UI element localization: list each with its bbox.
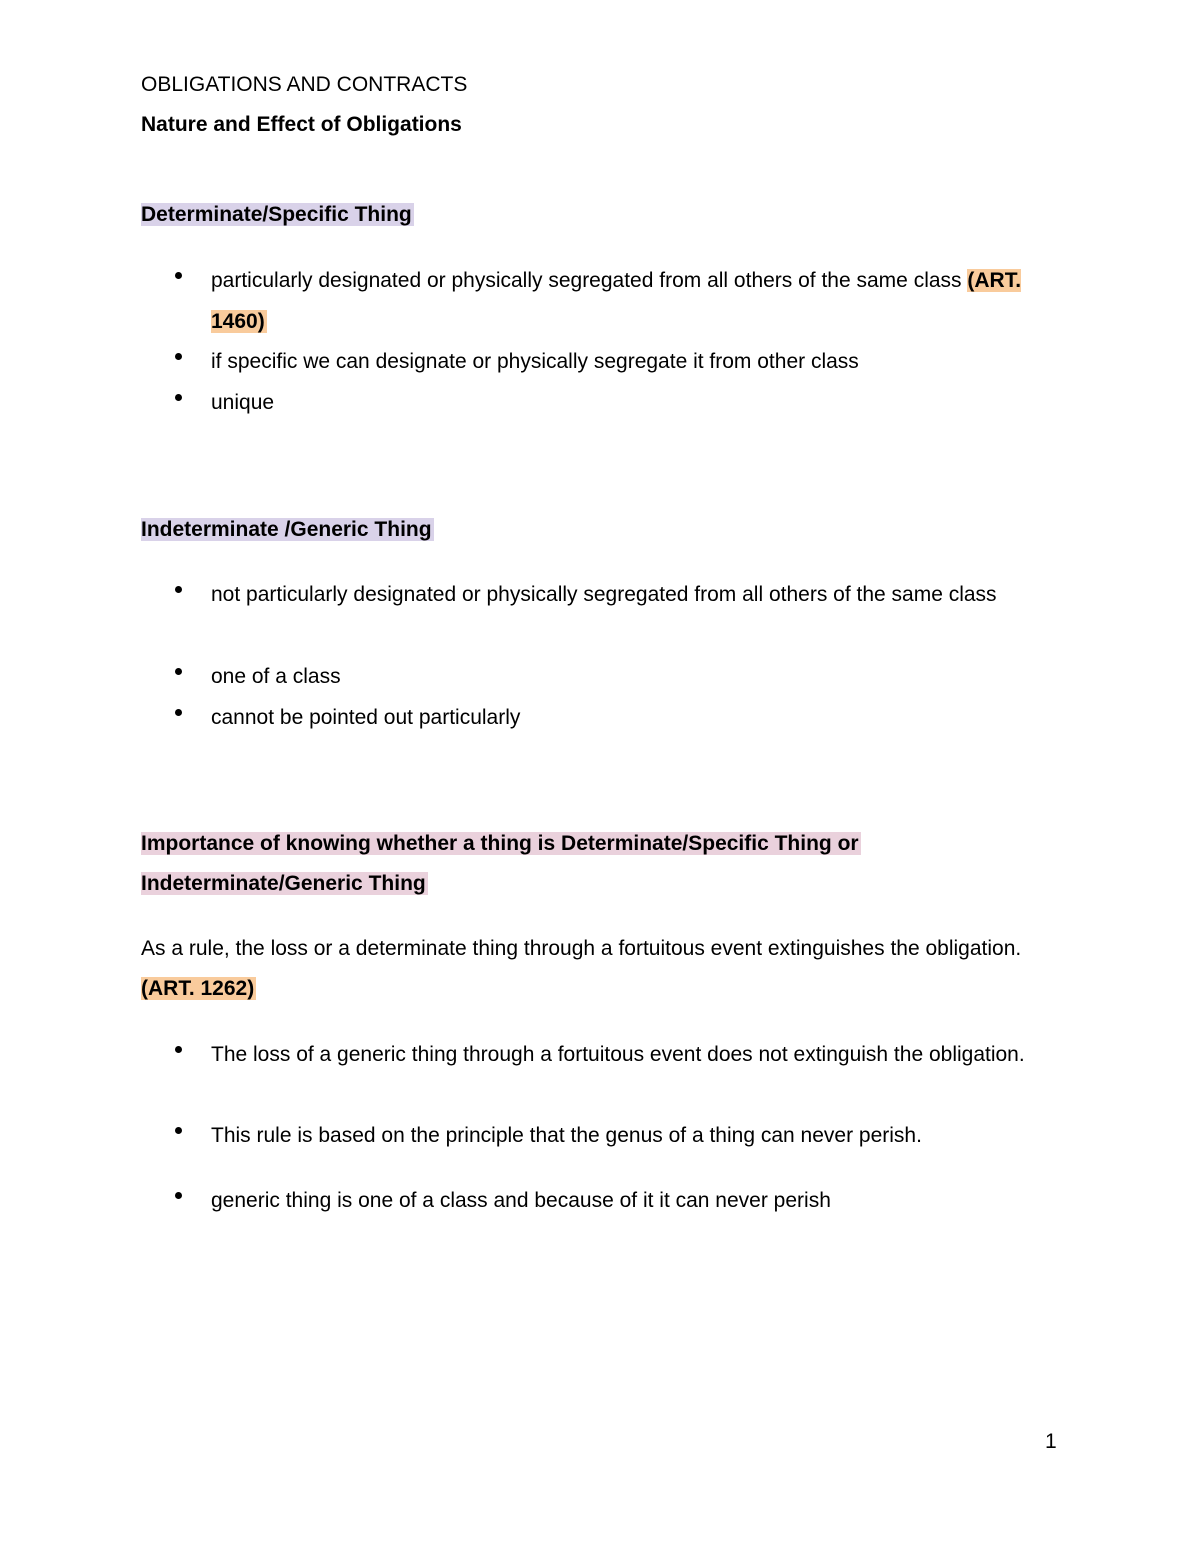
bullet-icon — [175, 709, 182, 716]
list-item-text: unique — [211, 391, 275, 414]
list-item — [141, 1180, 1061, 1221]
bullet-icon — [175, 586, 182, 593]
list-item-text: cannot be pointed out particularly — [211, 706, 521, 729]
list-item-text: not particularly designated or physically segregated from all others of the same class — [211, 583, 997, 606]
paragraph-text: As a rule, the loss or a determinate thing through a fortuitous event extinguishes the obligation. — [141, 937, 1022, 960]
document-subtitle — [141, 111, 462, 139]
document-title — [141, 71, 467, 99]
list-item-text: The loss of a generic thing through a fortuitous event does not extinguish the obligation. — [211, 1043, 1025, 1066]
document-title-text: OBLIGATIONS AND CONTRACTS — [141, 73, 468, 96]
list-item-text: particularly designated or physically segregated from all others of the same class — [211, 269, 962, 292]
list-item — [141, 341, 1061, 382]
bullet-icon — [175, 394, 182, 401]
article-reference: (ART. 1460) — [211, 269, 1022, 333]
section2-heading — [141, 516, 434, 544]
article-reference: (ART. 1262) — [141, 977, 255, 1000]
section2-heading-text: Indeterminate /Generic Thing — [141, 518, 432, 541]
list-item-text: if specific we can designate or physically segregate it from other class — [211, 350, 859, 373]
bullet-icon — [175, 1046, 182, 1053]
list-item — [141, 260, 1061, 342]
list-item — [141, 1115, 1061, 1156]
list-item — [141, 382, 1061, 423]
section3-paragraph — [141, 929, 1041, 1009]
section3-heading-text: Indeterminate/Generic Thing — [141, 872, 426, 895]
list-item — [141, 574, 1061, 656]
section1-heading-text: Determinate/Specific Thing — [141, 203, 412, 226]
list-item-text: generic thing is one of a class and because of it it can never perish — [211, 1189, 831, 1212]
bullet-icon — [175, 668, 182, 675]
section3-heading-line1 — [141, 830, 861, 858]
list-item-content — [211, 260, 1071, 342]
bullet-icon — [175, 353, 182, 360]
list-item — [141, 1034, 1061, 1116]
section1-heading — [141, 201, 414, 229]
bullet-icon — [175, 272, 182, 279]
section3-heading-line2 — [141, 870, 428, 898]
section3-heading-text: Importance of knowing whether a thing is Determinate/Specific Thing or — [141, 832, 859, 855]
list-item — [141, 697, 1061, 738]
bullet-icon — [175, 1127, 182, 1134]
list-item — [141, 656, 1061, 697]
list-item-text: one of a class — [211, 665, 341, 688]
list-item-text: This rule is based on the principle that the genus of a thing can never perish. — [211, 1124, 922, 1147]
document-subtitle-text: Nature and Effect of Obligations — [141, 113, 462, 136]
page-number: 1 — [1045, 1430, 1057, 1453]
bullet-icon — [175, 1192, 182, 1199]
